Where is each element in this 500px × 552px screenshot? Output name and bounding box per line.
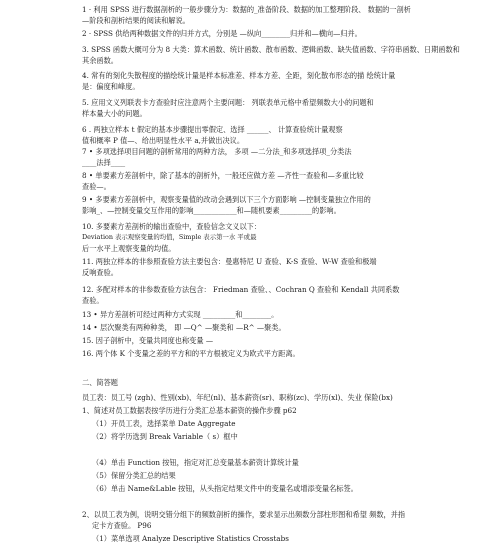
text-line: 12. 多配对样本的非参数查验方法包含： Friedman 查验、、Cochran Q 查验和 Kendall 共同系数	[82, 285, 400, 294]
text-line: 1、简述对员工数据表按学历进行分类汇总基本薪资的操作步骤 p62	[82, 406, 297, 415]
text-line: 11. 两独立样本的非参照查验方法主要包含：曼惠特尼 U 查验、K-S 查验、W-W 查验和极端	[82, 257, 377, 266]
text-line: 值和概率 P 值—、给出明显性水平 a,并做出决议。	[82, 136, 245, 145]
text-line: 8 • 单要素方差剖析中，除了基本的剖析外，一般还应做方差 —齐性一查验和—多重比较	[82, 171, 364, 180]
text-line: 反响查验。	[82, 268, 118, 277]
text-line: 其余函数。	[82, 56, 118, 65]
text-line: （1）菜单选项 Analyze Descriptive Statistics Crosstabs	[92, 534, 289, 543]
text-line: 10. 多要素方差剖析的输出查验中，查验信念文义以下：	[82, 222, 262, 231]
text-line: 1 · 利用 SPSS 进行数据剖析的一般步骤分为：数据的_准备阶段、数据的加工整理阶段、 数据的一剖析	[82, 5, 411, 14]
text-line: 7 • 多项选择项目问题的剖析常用的两种方法， 多项 —二分法_和多项选择项_分类法	[82, 147, 352, 156]
text-line: （1）开员工表，选择菜单 Date Aggregate	[92, 419, 236, 428]
text-line: 是：偏度和峰度。	[82, 82, 140, 91]
text-line: 样本量大小的问题。	[82, 109, 147, 118]
text-line: ____法择____	[82, 158, 126, 167]
text-line: 14 • 层次聚类有两种种类， 即 —Q^ —聚类和 —R^ —聚类。	[82, 323, 286, 332]
text-line: 后一水平上观察变量的均值。	[82, 244, 176, 253]
text-line: —阶段和剖析结果的阅读和解说。	[82, 16, 190, 25]
text-line: （6）单击 Name&Lable 按钮，从头指定结果文件中的变量名或增添变量名标签。	[92, 484, 358, 493]
text-line: 二、简答题	[82, 378, 118, 387]
text-line: 2、以员工表为例，说明交错分组下的频数剖析的操作，要求显示出频数分部柱形图和希望 频数，并指	[82, 510, 406, 519]
text-line: 2 · SPSS 供给两种数据文件的归并方式，分别是 —纵向________归并和—横向—归并。	[82, 29, 362, 38]
text-line: 4. 常有的刻化失散程度的描绘统计量是样本标准差、样本方差、全距，刻化散布形态的描 绘统计量	[82, 71, 396, 80]
text-line: 查验—。	[82, 182, 111, 191]
text-line: （5）保留分类汇总的结果	[92, 471, 176, 480]
text-line: 16. 两个体 K 个变量之差的平方和的平方根被定义为欧式平方距离。	[82, 349, 300, 358]
text-line: 15. 因子剖析中，变量共同度也称变量 —	[82, 336, 214, 345]
text-line: 3. SPSS 函数大概可分为 8 大类：算术函数、统计函数、散布函数、逻辑函数、缺失值函数、字符串函数、日期函数和	[82, 45, 460, 54]
text-line: （4）单击 Function 按钮，指定对汇总变量基本薪资计算统计量	[92, 458, 299, 467]
text-line: （2）将学历选到 Break Variable（ s）框中	[92, 432, 238, 441]
text-line: 5. 应用文义列联表卡方查验时应注意两个主要问题： 列联表单元格中希望频数大小的问题和	[82, 98, 374, 107]
text-line: 影响_、—控制变量交互作用的影响____________和—随机要素_________的影响。	[82, 206, 341, 215]
text-line: 13 • 异方差剖析可经过两种方式实现 _________和________。	[82, 310, 279, 319]
text-line: Deviation 表示观察变量的均值，Simple 表示第一水 平或最	[82, 233, 257, 241]
text-line: 员工表：员工号 (zgh)、性别(xb)、年纪(nl)、基本薪资(sr)、职称(zc)、学历(xl)、失业 保险(bx)	[82, 393, 393, 402]
text-line: 查验。	[82, 296, 104, 305]
text-line: 9 • 多要素方差剖析中，观察变量值的改动会遇到以下三个方面影响 —控制变量独立作用的	[82, 195, 371, 204]
text-line: 定卡方查验。 P96	[92, 521, 152, 530]
text-line: 6 . 两独立样本 t 假定的基本步骤提出零假定、选择 ______、 计算查验统计量观察	[82, 125, 343, 134]
